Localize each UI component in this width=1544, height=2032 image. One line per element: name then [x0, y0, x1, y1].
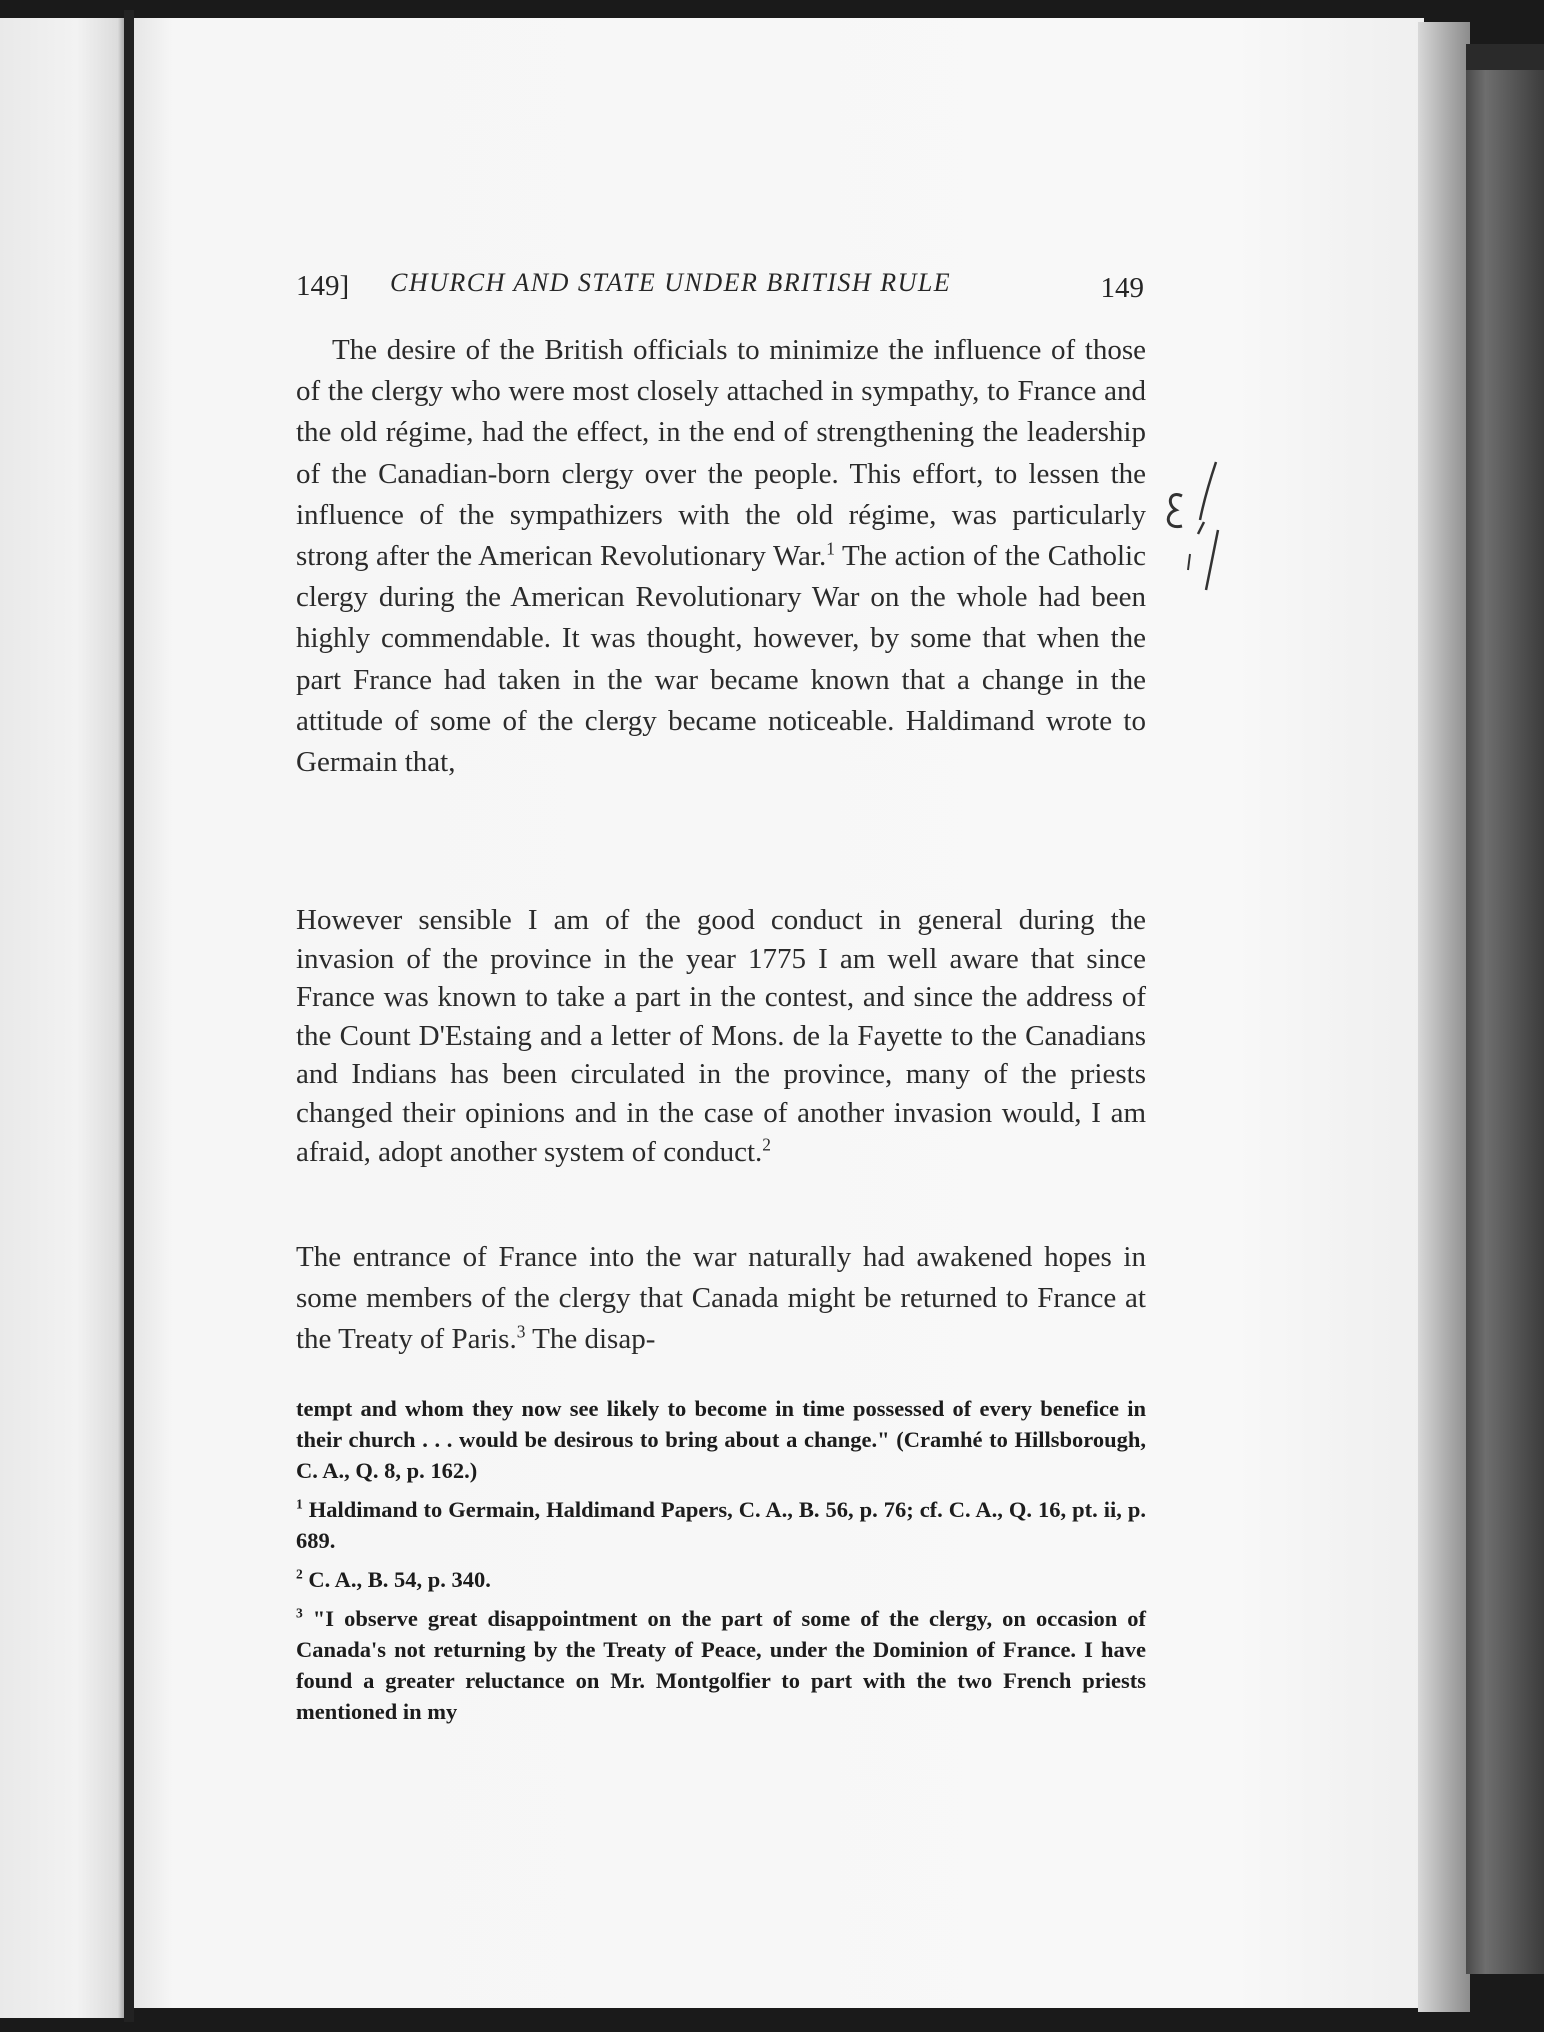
footnote-ref-1: 1 [826, 538, 835, 559]
footnote-3-text: "I observe great disappointment on the part of some of the clergy, on occasion of Canada's not returning by the Treaty of Peace, under the Dominion of France. I have found a greater reluctance on Mr. Montgolfier to part with the two French priests mentioned in my [296, 1606, 1146, 1724]
paragraph-1 [296, 330, 1146, 783]
book-cover-top [1466, 44, 1544, 70]
page-number-left: 149] [296, 270, 350, 302]
book-gutter [124, 10, 134, 2022]
footnote-3 [296, 1603, 1146, 1727]
left-page-edge [0, 18, 128, 2018]
paragraph-2-continued: The disap- [532, 1323, 656, 1356]
paragraph-1-continued: The action of the Catholic clergy during the American Revolutionary War on the whole had been highly commendable. It was thought, however, by some that when the part France had taken in the war became known that a change in the attitude of some of the clergy became noticeable. Haldimand wrote to Germain that, [296, 540, 1146, 779]
book-cover-edge [1466, 44, 1544, 1974]
footnote-2-mark: 2 [296, 1566, 303, 1582]
footnote-1-text: Haldimand to Germain, Haldimand Papers, C. A., B. 56, p. 76; cf. C. A., Q. 16, pt. ii, p. 689. [296, 1497, 1147, 1553]
paragraph-2 [296, 1237, 1146, 1361]
footnote-continued: tempt and whom they now see likely to become in time possessed of every benefice in their church . . . would be desirous to bring about a change." (Cramhé to Hillsborough, C. A., Q. 8, p. 162.) [296, 1396, 1146, 1483]
page-stack-edge [1418, 22, 1470, 2012]
footnote-1-mark: 1 [296, 1496, 303, 1512]
page-number-right: 149 [1100, 272, 1144, 304]
footnote-2-text: C. A., B. 54, p. 340. [308, 1567, 491, 1592]
footnote-ref-2: 2 [762, 1133, 771, 1154]
running-header [296, 264, 1144, 312]
footnote-1 [296, 1494, 1146, 1556]
footnotes [296, 1393, 1146, 1735]
footnote-ref-3: 3 [516, 1321, 526, 1342]
footnote-2 [296, 1564, 1146, 1595]
block-quote-text: However sensible I am of the good conduct in general during the invasion of the province in the year 1775 I am well aware that since France was known to take a part in the contest, and since the address of the Count D'Estaing and a letter of Mons. de la Fayette to the Canadians and Indians has been circulated in the province, many of the priests changed their opinions and in the case of another invasion would, I am afraid, adopt another system of conduct. [296, 904, 1146, 1168]
block-quote [296, 901, 1146, 1171]
paragraph-2-text: The entrance of France into the war naturally had awakened hopes in some members of the clergy that Canada might be returned to France at the Treaty of Paris. [296, 1241, 1146, 1356]
footnote-3-mark: 3 [296, 1605, 303, 1621]
running-title: CHURCH AND STATE UNDER BRITISH RULE [390, 268, 952, 297]
paragraph-1-text: The desire of the British officials to minimize the influence of those of the clergy who were most closely attached in sympathy, to France and the old régime, had the effect, in the end of strengthening the leadership of the Canadian-born clergy over the people. This effort, to lessen the influence of the sympathizers with the old régime, was particularly strong after the American Revolutionary War. [296, 334, 1146, 573]
handwritten-margin-note [1160, 460, 1230, 620]
